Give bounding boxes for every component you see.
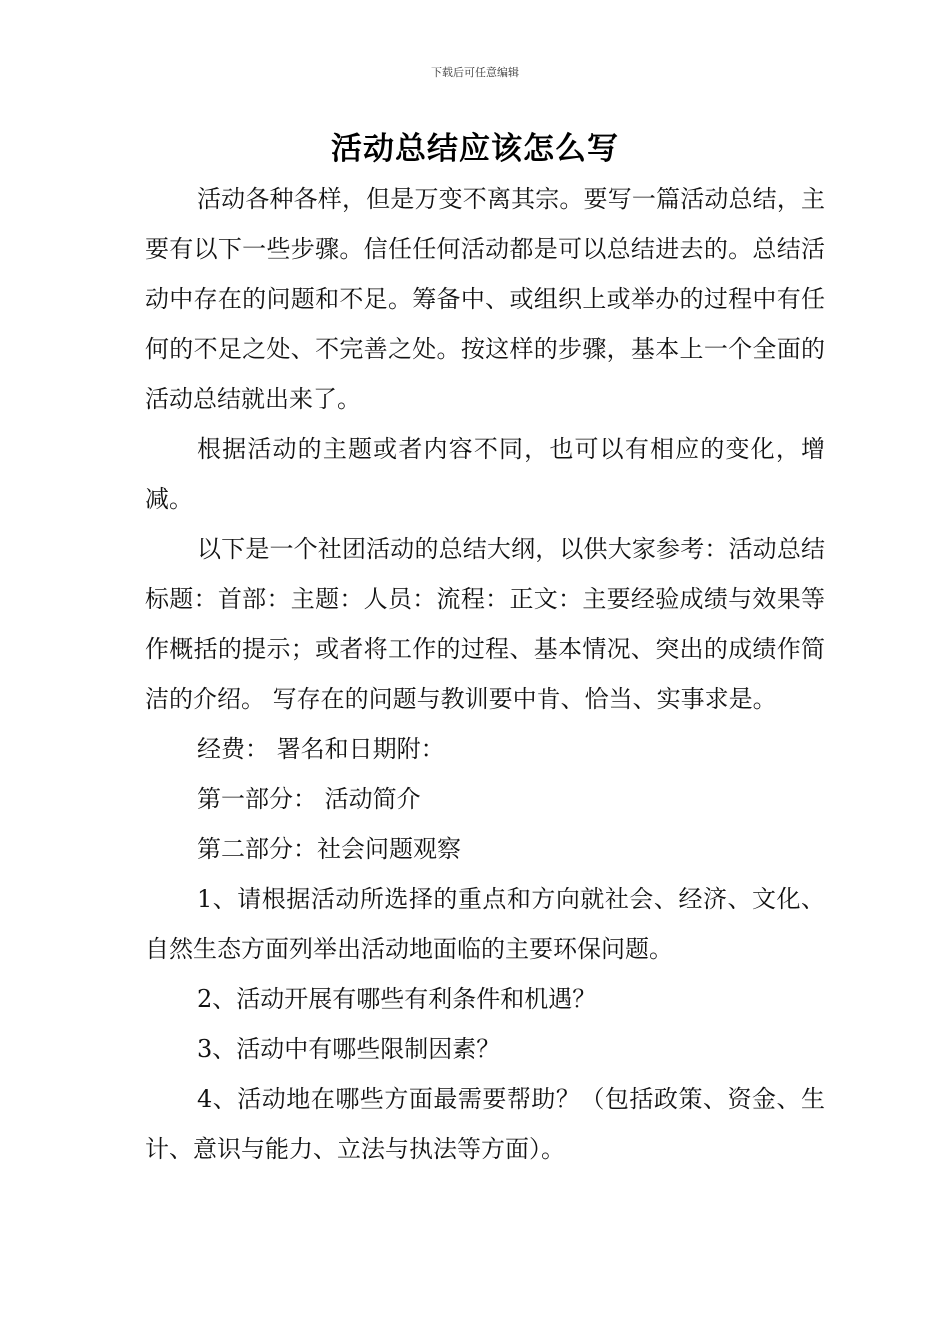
document-title: 活动总结应该怎么写: [331, 131, 619, 167]
paragraph-part-two: 第二部分：社会问题观察: [197, 835, 461, 863]
paragraph-item-1: 1、请根据活动所选择的重点和方向就社会、经济、文化、自然生态方面列举出活动地面临的主要环保问题。: [145, 885, 825, 963]
paragraph-intro: 活动各种各样，但是万变不离其宗。要写一篇活动总结，主要有以下一些步骤。信任任何活动都是可以总结进去的。总结活动中存在的问题和不足。筹备中、或组织上或举办的过程中有任何的不足之处、不完善之处。按这样的步骤，基本上一个全面的活动总结就出来了。: [145, 185, 825, 413]
paragraph-item-2: 2、活动开展有哪些有利条件和机遇？: [197, 985, 597, 1013]
paragraph-item-3: 3、活动中有哪些限制因素？: [197, 1035, 501, 1063]
header-note: 下载后可任意编辑: [431, 66, 519, 79]
paragraph-variation: 根据活动的主题或者内容不同，也可以有相应的变化，增减。: [145, 435, 825, 513]
paragraph-outline: 以下是一个社团活动的总结大纲，以供大家参考：活动总结标题：首部：主题：人员：流程：正文：主要经验成绩与效果等作概括的提示；或者将工作的过程、基本情况、突出的成绩作简洁的介绍。 写存在的问题与教训要中肯、恰当、实事求是。: [145, 535, 825, 713]
document-body: [145, 174, 825, 1174]
paragraph-funding: 经费： 署名和日期附：: [197, 735, 445, 763]
paragraph-part-one: 第一部分： 活动简介: [197, 785, 421, 813]
paragraph-item-4: 4、活动地在哪些方面最需要帮助？（包括政策、资金、生计、意识与能力、立法与执法等方面）。: [145, 1085, 825, 1163]
